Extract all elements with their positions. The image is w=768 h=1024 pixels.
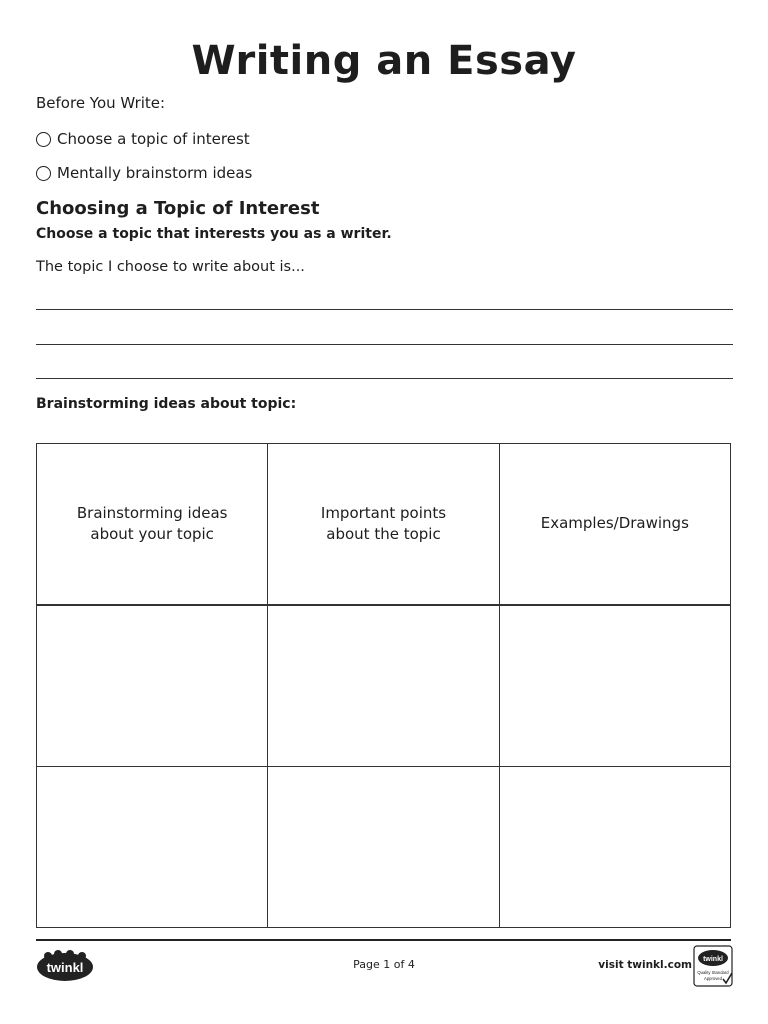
column-header-line: Brainstorming ideas bbox=[76, 503, 228, 522]
table-cell[interactable] bbox=[499, 766, 730, 927]
writing-line[interactable] bbox=[36, 344, 733, 345]
column-header-line: about the topic bbox=[326, 524, 441, 543]
checkbox-circle-icon[interactable] bbox=[36, 166, 51, 181]
brainstorm-label: Brainstorming ideas about topic: bbox=[36, 396, 297, 412]
before-you-write-label: Before You Write: bbox=[36, 94, 166, 112]
writing-line[interactable] bbox=[36, 378, 733, 379]
checklist-item-brainstorm[interactable] bbox=[36, 164, 252, 182]
page-title: Writing an Essay bbox=[191, 38, 577, 84]
badge-brand: twinkl bbox=[703, 956, 723, 963]
table-cell[interactable] bbox=[268, 766, 499, 927]
column-header-line: Important points bbox=[320, 503, 447, 522]
checkbox-circle-icon[interactable] bbox=[36, 132, 51, 147]
table-cell[interactable] bbox=[37, 605, 268, 766]
section-heading: Choosing a Topic of Interest bbox=[36, 198, 320, 219]
page-number: Page 1 of 4 bbox=[353, 958, 415, 971]
topic-prompt: The topic I choose to write about is... bbox=[36, 259, 305, 275]
column-header-line: about your topic bbox=[90, 524, 214, 543]
column-header-line: Examples/Drawings bbox=[540, 514, 689, 533]
table-row bbox=[37, 766, 731, 927]
badge-line: Quality Standard bbox=[697, 970, 729, 975]
checklist-item-label: Choose a topic of interest bbox=[57, 130, 250, 148]
quality-badge bbox=[693, 945, 733, 987]
checklist-item-label: Mentally brainstorm ideas bbox=[57, 164, 253, 182]
column-header-examples bbox=[499, 444, 730, 605]
visit-link[interactable]: visit twinkl.com bbox=[598, 959, 692, 971]
checklist-item-topic[interactable] bbox=[36, 130, 250, 148]
section-subheading: Choose a topic that interests you as a writer. bbox=[36, 226, 392, 242]
footer-divider bbox=[36, 939, 731, 941]
writing-line[interactable] bbox=[36, 309, 733, 310]
logo-text: twinkl bbox=[46, 960, 84, 975]
table-cell[interactable] bbox=[499, 605, 730, 766]
brainstorm-table bbox=[36, 443, 731, 928]
table-row bbox=[37, 605, 731, 766]
column-header-ideas bbox=[37, 444, 268, 605]
table-header-row bbox=[37, 444, 731, 605]
badge-line: Approved bbox=[704, 976, 722, 981]
table-cell[interactable] bbox=[268, 605, 499, 766]
table-cell[interactable] bbox=[37, 766, 268, 927]
column-header-points bbox=[268, 444, 499, 605]
